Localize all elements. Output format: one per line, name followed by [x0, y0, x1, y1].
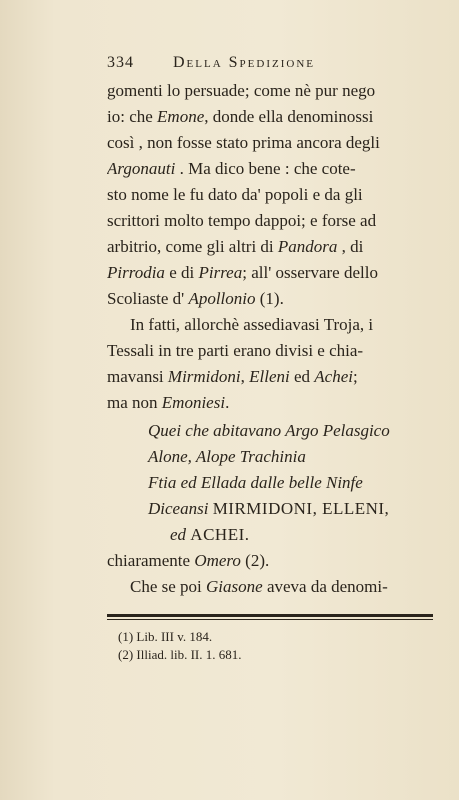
text-line: sto nome le fu dato da' popoli e da gli: [107, 185, 363, 204]
footnote-rule-thin: [107, 619, 433, 620]
running-header: [107, 54, 437, 76]
text-line: Pirrodia e di Pirrea; all' osservare dello: [107, 263, 378, 282]
text-line: Tessali in tre parti erano divisi e chia-: [107, 341, 364, 360]
text-line: gomenti lo persuade; come nè pur nego: [107, 81, 376, 100]
text-line: così , non fosse stato prima ancora degli: [107, 133, 380, 152]
footnote-rule: [107, 614, 433, 617]
text-line: Scoliaste d' Apollonio (1).: [107, 289, 284, 308]
verse-line: Alone, Alope Trachinia: [148, 447, 306, 466]
verse-line: Quei che abitavano Argo Pelasgico: [148, 421, 390, 440]
text-line: ma non Emoniesi.: [107, 393, 230, 412]
text-line: chiaramente Omero (2).: [107, 551, 270, 570]
footnote: (1) Lib. III v. 184.: [118, 629, 213, 644]
text-line: arbitrio, come gli altri di Pandora , di: [107, 237, 364, 256]
text-line: scrittori molto tempo dappoi; e forse ad: [107, 211, 377, 230]
footnote: (2) Illiad. lib. II. 1. 681.: [118, 647, 242, 662]
text-line: mavansi Mirmidoni, Elleni ed Achei;: [107, 367, 358, 386]
text-line: io: che Emone, donde ella denominossi: [107, 107, 374, 126]
page-number: 334: [107, 54, 134, 71]
verse-line: ed ACHEI.: [170, 525, 250, 544]
paragraph-start-line: In fatti, allorchè assediavasi Troja, i: [130, 315, 374, 334]
verse-line: Ftia ed Ellada dalle belle Ninfe: [148, 473, 363, 492]
verse-line: Diceansi MIRMIDONI, ELLENI,: [148, 499, 390, 518]
paragraph-start-line: Che se poi Giasone aveva da denomi-: [130, 577, 388, 596]
text-line: Argonauti . Ma dico bene : che cote-: [107, 159, 356, 178]
running-title: Della Spedizione: [173, 54, 315, 71]
